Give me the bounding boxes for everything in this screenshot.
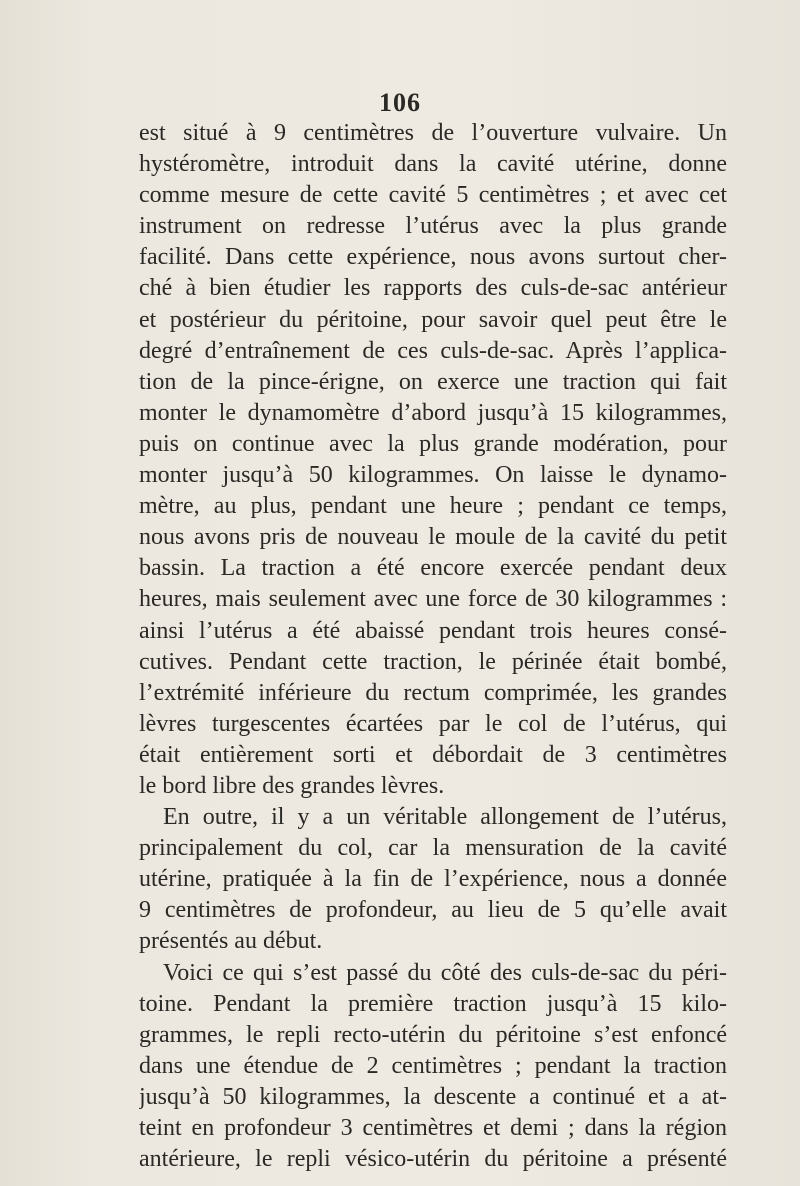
text-line: monter jusqu’à 50 kilogrammes. On laisse le dynamo-: [139, 462, 727, 489]
text-line: utérine, pratiquée à la fin de l’expérience, nous a donnée: [139, 866, 727, 893]
text-line: degré d’entraînement de ces culs-de-sac. Après l’applica-: [139, 337, 727, 364]
text-line: heures, mais seulement avec une force de 30 kilogrammes :: [139, 586, 727, 613]
text-line: toine. Pendant la première traction jusqu’à 15 kilo-: [139, 990, 727, 1017]
text-line: antérieure, le repli vésico-utérin du péritoine a présenté: [139, 1146, 727, 1173]
text-line: 9 centimètres de profondeur, au lieu de 5 qu’elle avait: [139, 897, 727, 924]
body-text: [139, 118, 727, 1175]
text-line: monter le dynamomètre d’abord jusqu’à 15 kilogrammes,: [139, 399, 727, 426]
text-line: comme mesure de cette cavité 5 centimètres ; et avec cet: [139, 182, 727, 209]
text-line: tion de la pince-érigne, on exerce une traction qui fait: [139, 368, 727, 395]
text-line: l’extrémité inférieure du rectum comprimée, les grandes: [139, 679, 727, 706]
text-line: teint en profondeur 3 centimètres et demi ; dans la région: [139, 1115, 727, 1141]
text-line: le bord libre des grandes lèvres.: [139, 772, 445, 799]
text-line: dans une étendue de 2 centimètres ; pendant la traction: [139, 1052, 727, 1079]
text-line: instrument on redresse l’utérus avec la plus grande: [139, 213, 727, 240]
text-line: et postérieur du péritoine, pour savoir quel peut être le: [139, 306, 727, 333]
text-line: hystéromètre, introduit dans la cavité utérine, donne: [139, 151, 727, 178]
text-line: nous avons pris de nouveau le moule de la cavité du petit: [139, 524, 727, 551]
text-line: En outre, il y a un véritable allongement de l’utérus,: [163, 804, 727, 831]
text-line: ainsi l’utérus a été abaissé pendant trois heures consé-: [139, 617, 727, 644]
text-line: facilité. Dans cette expérience, nous avons surtout cher-: [139, 244, 727, 271]
text-line: était entièrement sorti et débordait de 3 centimètres: [139, 741, 727, 768]
text-line: mètre, au plus, pendant une heure ; pendant ce temps,: [139, 493, 727, 520]
text-line: cutives. Pendant cette traction, le périnée était bombé,: [139, 648, 727, 675]
text-line: jusqu’à 50 kilogrammes, la descente a continué et a at-: [139, 1083, 727, 1110]
text-line: lèvres turgescentes écartées par le col de l’utérus, qui: [139, 710, 727, 737]
text-line: puis on continue avec la plus grande modération, pour: [139, 430, 727, 457]
text-line: ché à bien étudier les rapports des culs-de-sac antérieur: [139, 275, 727, 302]
text-line: principalement du col, car la mensuration de la cavité: [139, 835, 727, 862]
page-number: 106: [379, 88, 421, 117]
text-line: bassin. La traction a été encore exercée pendant deux: [139, 555, 727, 582]
text-line: grammes, le repli recto-utérin du péritoine s’est enfoncé: [139, 1021, 727, 1048]
text-line: est situé à 9 centimètres de l’ouverture vulvaire. Un: [139, 120, 727, 146]
text-line: Voici ce qui s’est passé du côté des culs-de-sac du péri-: [163, 959, 727, 986]
text-line: présentés au début.: [139, 928, 323, 955]
